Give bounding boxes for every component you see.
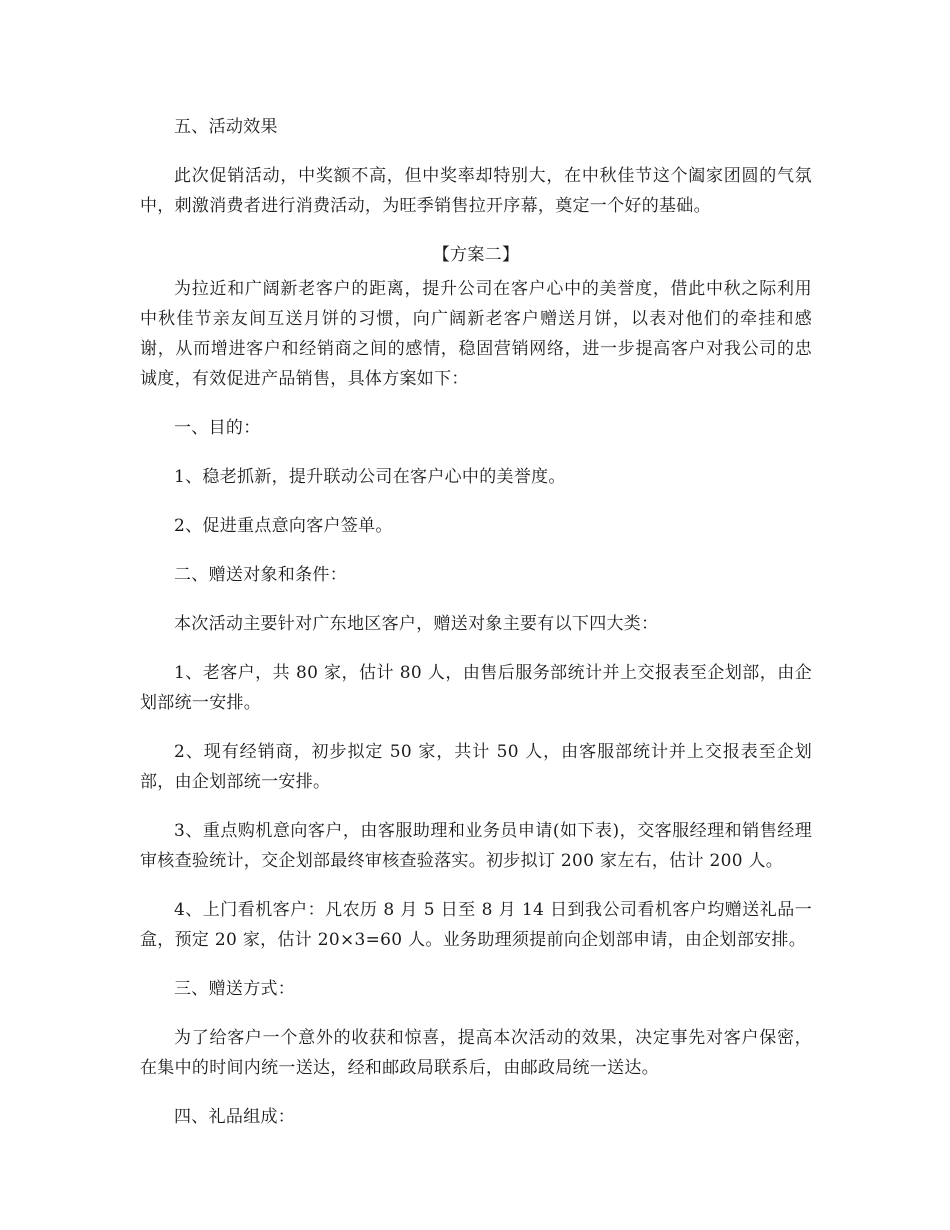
- target-item-1: 1、老客户，共 80 家，估计 80 人，由售后服务部统计并上交报表至企划部，由企划部统一安排。: [140, 663, 812, 713]
- document-body: [140, 112, 812, 1151]
- section-five-heading: 五、活动效果: [174, 117, 278, 137]
- target-item-4: 4、上门看机客户：凡农历 8 月 5 日至 8 月 14 日到我公司看机客户均赠送礼品一盒，预定 20 家，估计 20×3=60 人。业务助理须提前向企划部申请，由企划部安排。: [140, 900, 812, 950]
- target-item-2: 2、现有经销商，初步拟定 50 家，共计 50 人，由客服部统计并上交报表至企划部，由企划部统一安排。: [140, 742, 812, 792]
- intro-paragraph: 为拉近和广阔新老客户的距离，提升公司在客户心中的美誉度，借此中秋之际利用中秋佳节亲友间互送月饼的习惯，向广阔新老客户赠送月饼，以表对他们的牵挂和感谢，从而增进客户和经销商之间的感情，稳固营销网络，进一步提高客户对我公司的忠诚度，有效促进产品销售，具体方案如下：: [140, 279, 812, 389]
- gift-heading: 四、礼品组成：: [174, 1107, 296, 1127]
- plan-two-title: 【方案二】: [432, 245, 520, 265]
- method-paragraph: 为了给客户一个意外的收获和惊喜，提高本次活动的效果，决定事先对客户保密，在集中的时间内统一送达，经和邮政局联系后，由邮政局统一送达。: [140, 1028, 812, 1078]
- targets-heading: 二、赠送对象和条件：: [174, 565, 347, 585]
- target-item-3: 3、重点购机意向客户，由客服助理和业务员申请(如下表)，交客服经理和销售经理审核查验统计，交企划部最终审核查验落实。初步拟订 200 家左右，估计 200 人。: [140, 821, 812, 871]
- purpose-item-1: 1、稳老抓新，提升联动公司在客户心中的美誉度。: [174, 467, 566, 487]
- purpose-heading: 一、目的：: [174, 418, 261, 438]
- purpose-item-2: 2、促进重点意向客户签单。: [174, 516, 393, 536]
- effect-paragraph: 此次促销活动，中奖额不高，但中奖率却特别大，在中秋佳节这个阖家团圆的气氛中，刺激消费者进行消费活动，为旺季销售拉开序幕，奠定一个好的基础。: [140, 166, 812, 216]
- targets-intro: 本次活动主要针对广东地区客户，赠送对象主要有以下四大类：: [174, 614, 659, 634]
- method-heading: 三、赠送方式：: [174, 979, 296, 999]
